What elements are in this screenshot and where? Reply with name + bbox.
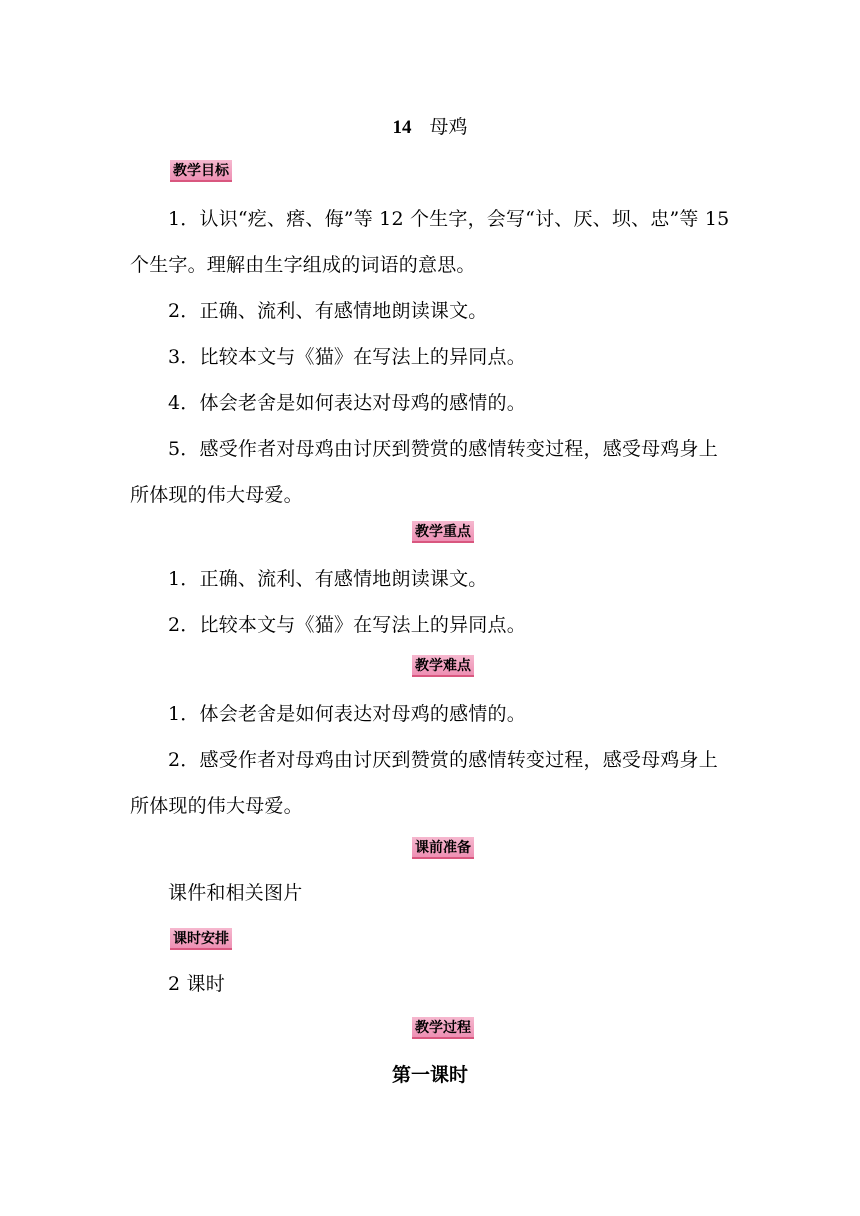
goal-item-5: 5．感受作者对母鸡由讨厌到赞赏的感情转变过程，感受母鸡身上所体现的伟大母爱。 — [130, 438, 718, 506]
lesson-number: 14 — [392, 117, 412, 138]
section-heading-key-points: 教学重点 — [412, 521, 474, 543]
key-point-item-2: 2．比较本文与《猫》在写法上的异同点。 — [168, 614, 526, 636]
first-lesson-title: 第一课时 — [391, 1064, 468, 1086]
goal-item-2: 2．正确、流利、有感情地朗读课文。 — [168, 300, 488, 322]
section-heading-difficulties: 教学难点 — [412, 655, 474, 677]
lesson-title — [0, 115, 860, 140]
goal-item-4: 4．体会老舍是如何表达对母鸡的感情的。 — [168, 392, 526, 414]
section-heading-process: 教学过程 — [412, 1017, 474, 1039]
preparation-text: 课件和相关图片 — [168, 882, 303, 904]
goal-item-3: 3．比较本文与《猫》在写法上的异同点。 — [168, 346, 526, 368]
key-point-item-1: 1．正确、流利、有感情地朗读课文。 — [168, 568, 488, 590]
lesson-name: 母鸡 — [429, 116, 468, 138]
section-heading-schedule: 课时安排 — [170, 928, 232, 950]
schedule-text: 2 课时 — [168, 973, 225, 995]
difficulty-item-1: 1．体会老舍是如何表达对母鸡的感情的。 — [168, 703, 526, 725]
goal-item-1: 1．认识“疙、瘩、侮”等 12 个生字，会写“讨、厌、坝、忠”等 15 个生字。理解由生字组成的词语的意思。 — [130, 208, 730, 276]
difficulty-item-2: 2．感受作者对母鸡由讨厌到赞赏的感情转变过程，感受母鸡身上所体现的伟大母爱。 — [130, 749, 718, 817]
section-heading-preparation: 课前准备 — [412, 837, 474, 859]
section-heading-goals: 教学目标 — [170, 160, 232, 182]
